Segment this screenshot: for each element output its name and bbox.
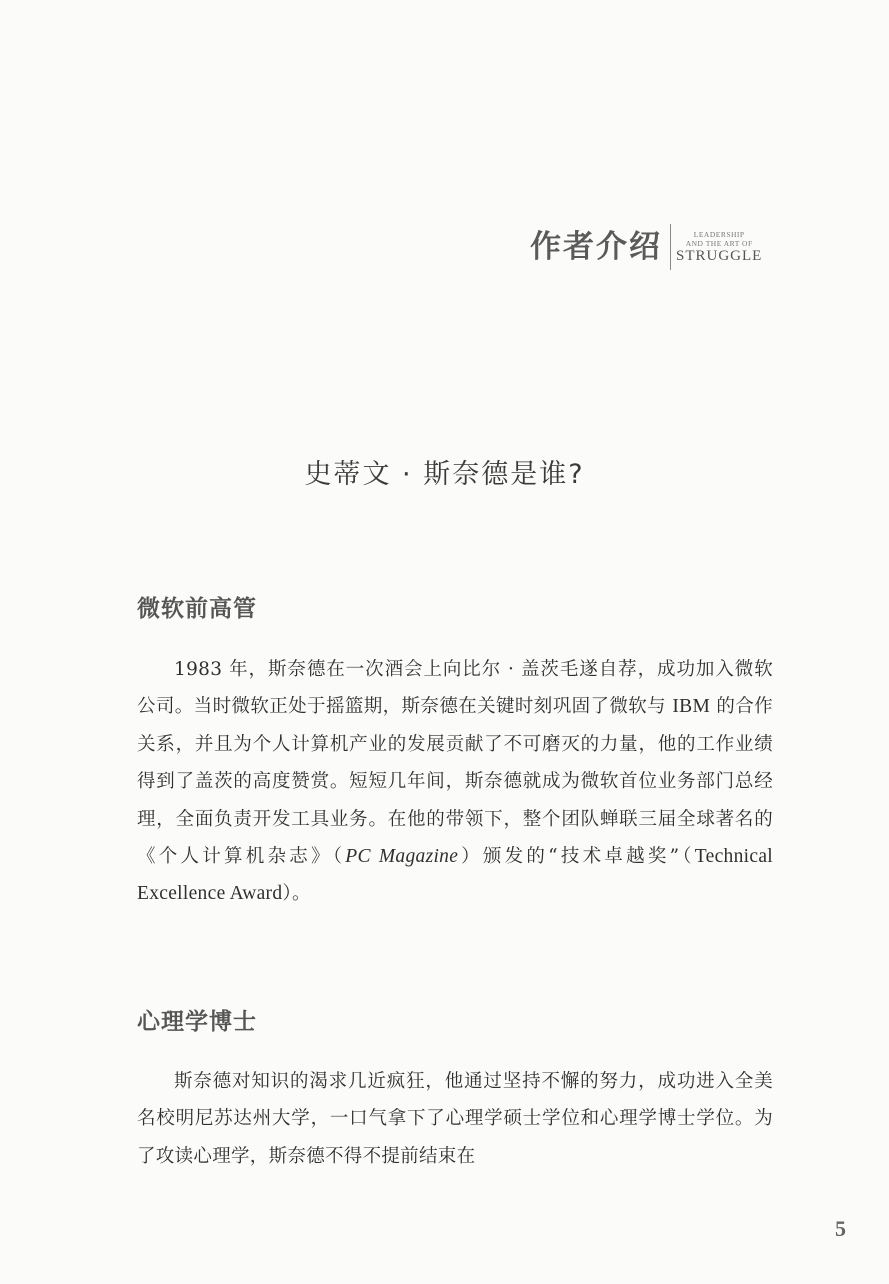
award-name: Technical Excellence Award (137, 846, 773, 905)
series-line-3: STRUGGLE (676, 247, 763, 264)
chapter-header (530, 222, 762, 272)
paragraph-text: ）颁发的“技术卓越奖”（ (458, 846, 695, 868)
paragraph-text: ）。 (282, 883, 311, 905)
section-body-psychology (137, 1063, 773, 1175)
section-heading-microsoft: 微软前高管 (137, 595, 257, 622)
page-number: 5 (835, 1216, 846, 1241)
paragraph (137, 651, 773, 913)
page-title: 史蒂文 · 斯奈德是谁? (304, 459, 585, 490)
series-line-1: LEADERSHIP (693, 229, 745, 239)
series-line-2: AND THE ART OF (685, 238, 753, 248)
company-name: IBM (672, 696, 711, 718)
paragraph-text: 1983 年，斯奈德在一次酒会上向比尔 · 盖茨毛遂自荐，成功加入微软公司。当时微软正处于摇篮期，斯奈德在关键时刻巩固了微软与 (137, 659, 773, 718)
paragraph-text: 的合作关系，并且为个人计算机产业的发展贡献了不可磨灭的力量，他的工作业绩得到了盖茨的高度赞赏。短短几年间，斯奈德就成为微软首位业务部门总经理，全面负责开发工具业务。在他的带领下，整个团队蝉联三届全球著名的《个人计算机杂志》（ (137, 696, 773, 868)
chapter-title: 作者介绍 (530, 228, 662, 265)
magazine-name: PC Magazine (345, 846, 459, 868)
book-series-mark (676, 230, 762, 265)
section-heading-psychology: 心理学博士 (137, 1008, 257, 1035)
header-divider (670, 224, 671, 270)
section-body-microsoft (137, 651, 773, 913)
paragraph: 斯奈德对知识的渴求几近疯狂，他通过坚持不懈的努力，成功进入全美名校明尼苏达州大学，一口气拿下了心理学硕士学位和心理学博士学位。为了攻读心理学，斯奈德不得不提前结束在 (137, 1071, 773, 1167)
